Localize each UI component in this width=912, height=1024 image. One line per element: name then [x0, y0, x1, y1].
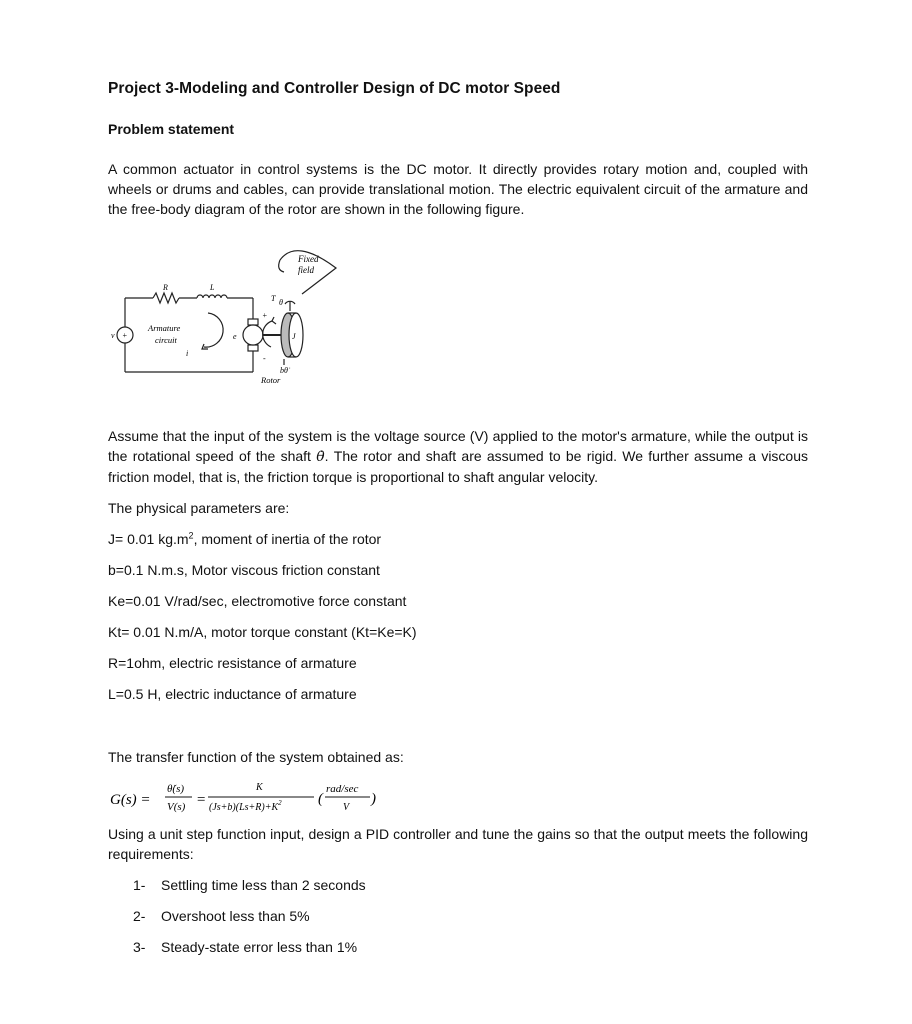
transfer-function-equation — [108, 774, 408, 820]
param-inertia-text: J= 0.01 kg.m — [108, 531, 189, 547]
motor-brush-top — [248, 319, 258, 325]
eq-paren-open: ( — [318, 791, 323, 807]
eq-frac2-den-text: (Js+b)(Ls+R)+K — [209, 802, 279, 813]
resistor-symbol — [153, 293, 179, 303]
motor-brush-bottom — [248, 345, 258, 351]
param-inductance: L=0.5 H, electric inductance of armature — [108, 686, 357, 702]
requirement-text: Overshoot less than 5% — [161, 908, 310, 924]
section-heading: Problem statement — [108, 121, 235, 137]
torque-label: T — [271, 294, 276, 303]
rotor-label: Rotor — [261, 375, 281, 385]
assumption-text-2: . The rotor and shaft are assumed to be rigid. We further assume a viscous friction model, that is, the friction torque is proportional to shaft angular velocity. — [108, 448, 809, 485]
requirement-text: Settling time less than 2 seconds — [161, 877, 366, 893]
inductor-symbol — [197, 295, 227, 298]
current-label: i — [186, 349, 189, 358]
physical-params-heading: The physical parameters are: — [108, 500, 290, 516]
fixed-field-label-2: field — [298, 265, 314, 275]
eq-frac1-num: θ̇(s) — [167, 783, 185, 795]
transfer-heading: The transfer function of the system obtained as: — [108, 749, 404, 765]
param-emf-constant: Ke=0.01 V/rad/sec, electromotive force constant — [108, 593, 407, 609]
current-arrow — [204, 313, 223, 347]
param-inertia — [108, 530, 381, 548]
resistor-label: R — [163, 283, 168, 292]
eq-units-num: rad/sec — [326, 783, 359, 795]
eq-frac2-den-sup: 2 — [278, 799, 282, 807]
param-torque-constant: Kt= 0.01 N.m/A, motor torque constant (Kt=Ke=K) — [108, 624, 417, 640]
eq-frac2-den — [209, 799, 282, 813]
requirement-number: 2- — [133, 908, 146, 924]
emf-label: e — [233, 332, 237, 341]
assumption-paragraph — [108, 426, 808, 487]
eq-frac2-num: K — [256, 782, 263, 793]
intro-paragraph: A common actuator in control systems is the DC motor. It directly provides rotary motion and, coupled with wheels or drums and cables, can provide translational motion. The electric equivalent circuit of the armature and the free-body diagram of the rotor are shown in the following figure. — [108, 161, 808, 217]
param-friction: b=0.1 N.m.s, Motor viscous friction constant — [108, 562, 380, 578]
eq-paren-close: ) — [371, 791, 376, 807]
theta-label: θ — [279, 298, 283, 307]
armature-label-1: Armature — [148, 323, 181, 333]
param-inertia-suffix: , moment of inertia of the rotor — [193, 531, 382, 547]
design-paragraph: Using a unit step function input, design a PID controller and tune the gains so that the output meets the following requirements: — [108, 826, 808, 862]
requirement-item — [133, 876, 366, 894]
requirement-number: 1- — [133, 877, 146, 893]
eq-lhs: G(s) = — [110, 792, 151, 808]
eq-frac1-den: V(s) — [167, 801, 186, 813]
friction-label: bθ̇ — [280, 366, 288, 375]
source-plus-label: + — [122, 331, 128, 340]
assumption-text-1: Assume that the input of the system is the voltage source (V) applied to the motor's armature, while the output is the rotational speed of the shaft — [108, 428, 808, 464]
dc-motor-figure — [108, 235, 348, 390]
eq-units-den: V — [343, 802, 350, 813]
voltage-label: v — [111, 331, 115, 340]
requirement-number: 3- — [133, 939, 146, 955]
emf-plus-label: + — [262, 311, 268, 320]
requirement-item — [133, 907, 310, 925]
requirement-item — [133, 938, 357, 956]
fixed-field-label-1: Fixed — [298, 254, 319, 264]
page-title: Project 3-Modeling and Controller Design of DC motor Speed — [108, 80, 561, 97]
param-resistance: R=1ohm, electric resistance of armature — [108, 655, 357, 671]
requirement-text: Steady-state error less than 1% — [161, 939, 358, 955]
emf-minus-label: - — [263, 354, 266, 363]
armature-label-2: circuit — [155, 335, 177, 345]
inductor-label: L — [210, 283, 215, 292]
eq-equals: = — [196, 792, 207, 808]
param-inertia-sup: 2 — [188, 530, 194, 541]
theta-dot-symbol: θ̇ — [316, 449, 325, 465]
inertia-label: J — [292, 332, 296, 341]
motor-armature — [243, 325, 263, 345]
